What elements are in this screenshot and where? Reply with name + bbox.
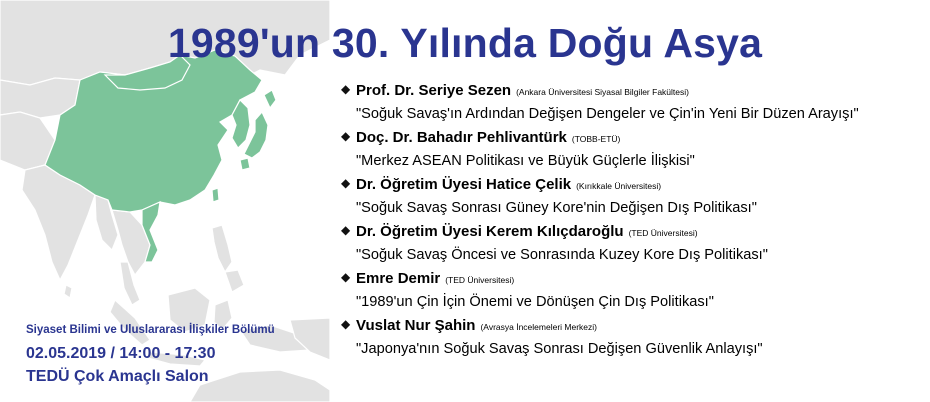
list-item [340, 268, 925, 313]
talk-title: "Japonya'nın Soğuk Savaş Sonrası Değişen Güvenlik Anlayışı" [356, 341, 763, 357]
diamond-bullet-icon: ◆ [341, 129, 351, 143]
event-venue: TEDÜ Çok Amaçlı Salon [26, 368, 209, 385]
list-item [340, 127, 925, 172]
speaker-affiliation: (TED Üniversitesi) [628, 228, 698, 238]
diamond-bullet-icon: ◆ [341, 317, 351, 331]
event-datetime: 02.05.2019 / 14:00 - 17:30 [26, 345, 216, 362]
list-item [340, 315, 925, 360]
speaker-name: Vuslat Nur Şahin [356, 317, 476, 334]
talk-title: "1989'un Çin İçin Önemi ve Dönüşen Çin Dış Politikası" [356, 294, 714, 310]
list-item [340, 80, 925, 125]
speaker-affiliation: (TOBB-ETÜ) [571, 134, 621, 144]
page-title: 1989'un 30. Yılında Doğu Asya [167, 20, 763, 66]
speaker-name: Doç. Dr. Bahadır Pehlivantürk [356, 129, 567, 146]
speaker-affiliation: (TED Üniversitesi) [445, 275, 515, 285]
speaker-affiliation: (Avrasya İncelemeleri Merkezi) [480, 322, 597, 332]
talk-title: "Merkez ASEAN Politikası ve Büyük Güçlerle İlişkisi" [356, 153, 695, 169]
diamond-bullet-icon: ◆ [341, 270, 351, 284]
talk-title: "Soğuk Savaş Sonrası Güney Kore'nin Değişen Dış Politikası" [356, 200, 757, 216]
talk-title: "Soğuk Savaş Öncesi ve Sonrasında Kuzey Kore Dış Politikası" [356, 247, 768, 263]
diamond-bullet-icon: ◆ [341, 82, 351, 96]
speaker-name: Prof. Dr. Seriye Sezen [356, 82, 512, 99]
speaker-name: Emre Demir [356, 270, 441, 287]
speaker-name: Dr. Öğretim Üyesi Hatice Çelik [356, 176, 572, 193]
diamond-bullet-icon: ◆ [341, 223, 351, 237]
list-item [340, 174, 925, 219]
talk-title: "Soğuk Savaş'ın Ardından Değişen Dengeler ve Çin'in Yeni Bir Düzen Arayışı" [356, 106, 859, 122]
speaker-name: Dr. Öğretim Üyesi Kerem Kılıçdaroğlu [356, 223, 624, 240]
department-label: Siyaset Bilimi ve Uluslararası İlişkiler Bölümü [26, 324, 275, 336]
speaker-affiliation: (Ankara Üniversitesi Siyasal Bilgiler Fakültesi) [516, 87, 689, 97]
list-item [340, 221, 925, 266]
speaker-list [340, 80, 925, 362]
speaker-affiliation: (Kırıkkale Üniversitesi) [576, 181, 662, 191]
diamond-bullet-icon: ◆ [341, 176, 351, 190]
